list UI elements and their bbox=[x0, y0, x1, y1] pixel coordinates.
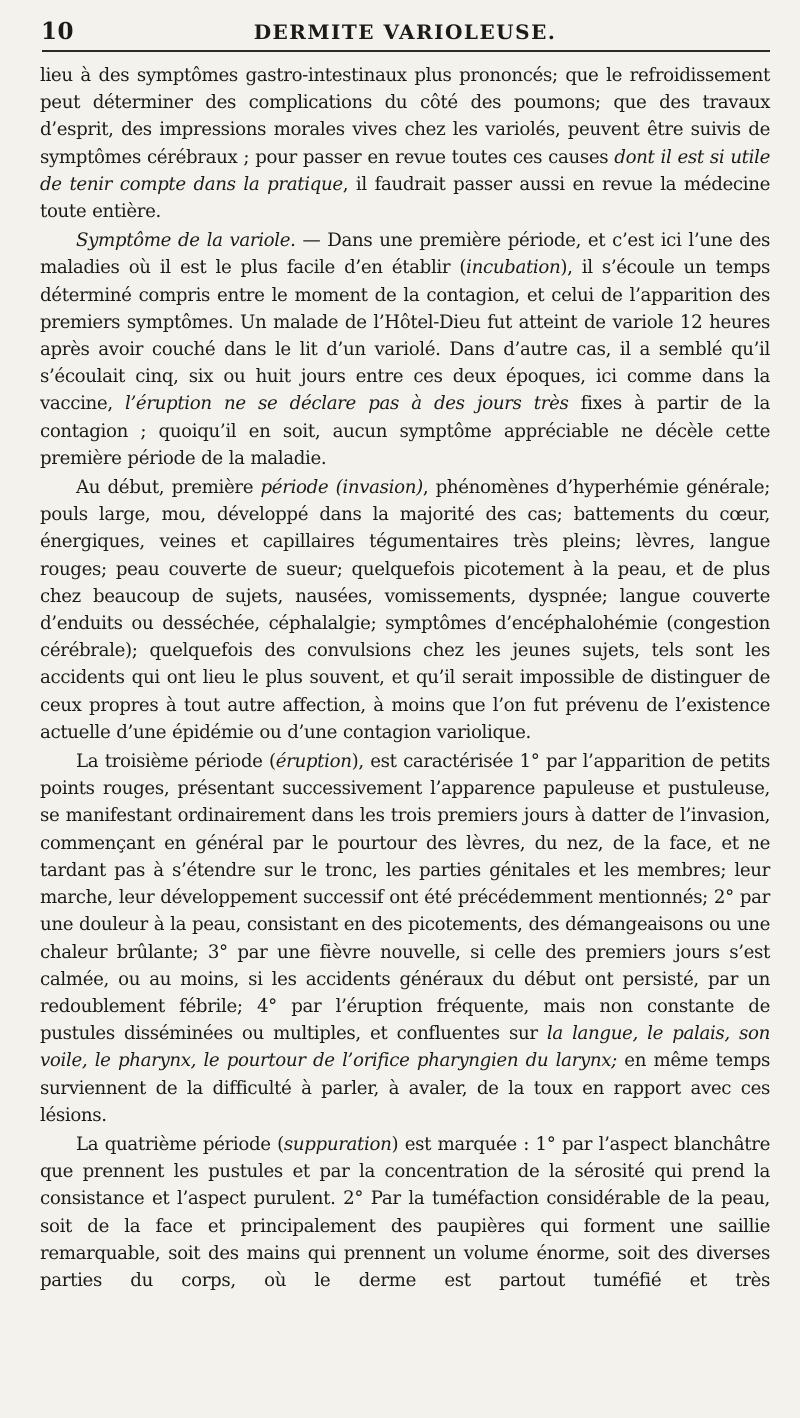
body-text bbox=[40, 62, 770, 1294]
running-title: DERMITE VARIOLEUSE. bbox=[253, 20, 557, 44]
paragraph-4 bbox=[40, 748, 770, 1129]
paragraph-2-italic-1: Symptôme de la variole. bbox=[76, 230, 296, 252]
paragraph-5 bbox=[40, 1131, 770, 1294]
paragraph-4-italic-1: éruption bbox=[275, 751, 352, 773]
paragraph-1 bbox=[40, 62, 770, 225]
paragraph-5-text-2: ) est marquée : 1° par l’aspect blanchâtre que prennent les pustules et par la concentration de la sérosité qui prend la consistance et l’aspect purulent. 2° Par la tuméfaction considérable de la peau, soit de la face et principalement des paupières qui forment une saillie remarquable, soit des mains qui prennent un volume énorme, soit des diverses parties du corps, où le derme est partout tuméfié et très bbox=[40, 1133, 770, 1291]
header-rule bbox=[42, 50, 770, 52]
paragraph-5-text-1: La quatrième période ( bbox=[76, 1133, 284, 1155]
paragraph-3-text-1: Au début, première bbox=[76, 477, 261, 499]
paragraph-2-text-2: ), il s’écoule un temps déterminé compris entre le moment de la contagion, et celui de l’apparition des premiers symptômes. Un malade de l’Hôtel-Dieu fut atteint de variole 12 heures après avoir couché dans le lit d’un variolé. Dans d’autre cas, il a semblé qu’il s’écoulait cinq, six ou huit jours entre ces deux époques, ici comme dans la vaccine, bbox=[40, 257, 771, 415]
paragraph-4-text-1: La troisième période ( bbox=[76, 751, 276, 773]
running-head bbox=[40, 0, 770, 50]
paragraph-4-text-2: ), est caractérisée 1° par l’apparition de petits points rouges, présentant successivement l’apparence papuleuse et pustuleuse, se manifestant ordinairement dans les trois premiers jours à datter de l’invasion, commençant en général par le pourtour des lèvres, du nez, de la face, et ne tardant pas à s’étendre sur le tronc, les parties génitales et les membres; leur marche, leur développement successif ont été précédemment mentionnés; 2° par une douleur à la peau, consistant en des picotements, des démangeaisons ou une chaleur brûlante; 3° par une fièvre nouvelle, si celle des premiers jours s’est calmée, ou au moins, si les accidents généraux du début ont persisté, par un redoublement fébrile; 4° par l’éruption fréquente, mais non constante de pustules disséminées ou multiples, et confluentes sur bbox=[40, 751, 770, 1045]
paragraph-2-text-1: — Dans une première période, et c’est ici l’une des maladies où il est le plus facile d’en établir ( bbox=[40, 230, 770, 279]
paragraph-4-text-3: en même temps surviennent de la difficulté à parler, à avaler, de la toux en rapport avec ces lésions. bbox=[40, 1050, 770, 1126]
paragraph-3-italic-1: période (invasion) bbox=[260, 477, 423, 499]
paragraph-1-text-2: , il faudrait passer aussi en revue la médecine toute entière. bbox=[40, 173, 771, 223]
page-number: 10 bbox=[41, 18, 75, 45]
paragraph-2 bbox=[40, 227, 770, 472]
paragraph-1-text-1: lieu à des symptômes gastro-intestinaux plus prononcés; que le refroidissement peut déterminer des complications du côté des poumons; que des travaux d’esprit, des impressions morales vives chez les variolés, peuvent être suivis de symptômes cérébraux ; pour passer en revue toutes ces causes bbox=[40, 65, 770, 168]
paragraph-2-text-3: fixes à partir de la contagion ; quoiqu’il en soit, aucun symptôme appréciable ne décèle cette première période de la maladie. bbox=[40, 393, 770, 469]
paragraph-1-italic-1: dont il est si utile de tenir compte dans la pratique bbox=[40, 146, 770, 195]
paragraph-2-italic-3: l’éruption ne se déclare pas à des jours très bbox=[125, 393, 569, 415]
paragraph-3 bbox=[40, 474, 770, 746]
paragraph-3-text-2: , phénomènes d’hyperhémie générale; pouls large, mou, développé dans la majorité des cas; battements du cœur, énergiques, veines et capillaires tégumentaires très pleins; lèvres, langue rouges; peau couverte de sueur; quelquefois picotement à la peau, et de plus chez beaucoup de sujets, nausées, vomissements, dyspnée; langue couverte d’enduits ou desséchée, céphalalgie; symptômes d’encéphalohémie (congestion cérébrale); quelquefois des convulsions chez les jeunes sujets, tels sont les accidents qui ont lieu le plus souvent, et qu’il serait impossible de distinguer de ceux propres à tout autre affection, à moins que l’on fut prévenu de l’existence actuelle d’une épidémie ou d’une contagion variolique. bbox=[40, 477, 770, 743]
paragraph-4-italic-2: la langue, le palais, son voile, le pharynx, le pourtour de l’orifice pharyngien du larynx; bbox=[40, 1023, 770, 1072]
paragraph-2-italic-2: incubation bbox=[466, 257, 561, 279]
paragraph-5-italic-1: suppuration bbox=[283, 1133, 392, 1155]
